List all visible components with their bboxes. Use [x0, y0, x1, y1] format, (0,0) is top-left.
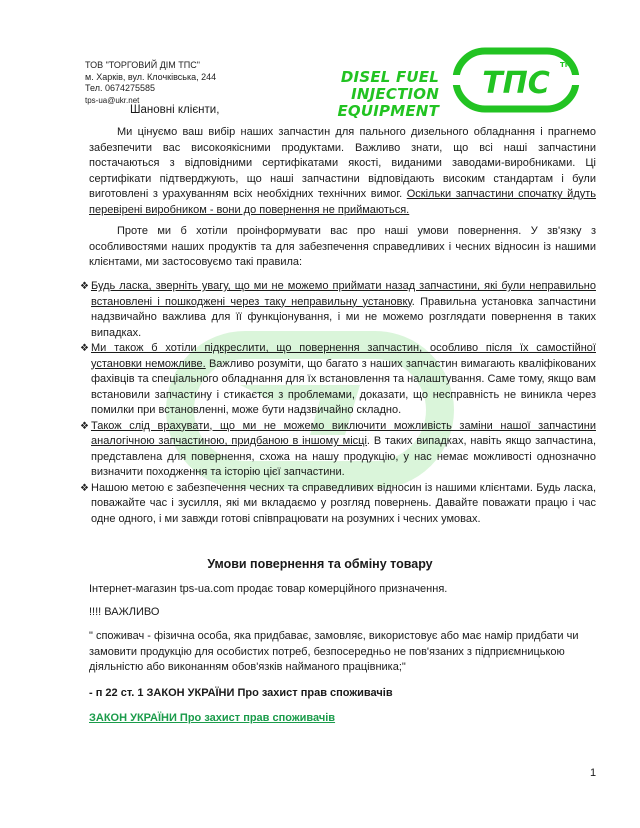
list-item: [80, 481, 596, 528]
paragraph-1: [89, 125, 596, 218]
important-note: !!!! ВАЖЛИВО: [89, 606, 160, 618]
section-title: Умови повернення та обміну товару: [207, 557, 433, 571]
store-line: Інтернет-магазин tps-ua.com продає товар комерційного призначення.: [89, 583, 448, 595]
diamond-bullet-icon: ❖: [80, 281, 89, 292]
law-link[interactable]: ЗАКОН УКРАЇНИ Про захист прав споживачів: [89, 712, 336, 724]
company-address: м. Харків, вул. Клочківська, 244: [85, 71, 217, 82]
greeting: Шановні клієнти,: [130, 104, 220, 116]
bullet-underlined: Також слід врахувати, що ми не можемо виключити можливість заміни нашої запчастини аналогічною запчастиною, придбаною в іншому місці: [91, 419, 596, 447]
bullet-text: . В таких випадках, навіть якщо запчастина, представлена для повернення, схожа на нашу продукцію, у нас немає можливості однозначно визначити походження та історію цієї запчастини.: [91, 435, 596, 478]
bullet-text: Нашою метою є забезпечення чесних та справедливих відносин із нашими клієнтами. Будь ласка, поважайте час і зусилля, які ми вкладаємо у розгляд повернень. Давайте поважати працю і час одне одного, і ми завжди готові співпрацювати на розумних і чесних умовах.: [91, 481, 596, 525]
logo-tm: TM: [560, 61, 572, 69]
company-email: tps-ua@ukr.net: [85, 95, 140, 105]
rules-list: [80, 279, 596, 527]
bullet-text: . Правильна установка запчастини надзвичайно важлива для її функціонування, і ми не можемо розглядати повернення в таких випадках.: [91, 295, 596, 339]
brand-line-2: INJECTION EQUIPMENT: [337, 85, 439, 120]
logo-text: ТПС: [482, 66, 550, 101]
list-item: [80, 279, 596, 341]
law-reference: - п 22 ст. 1 ЗАКОН УКРАЇНИ Про захист прав споживачів: [89, 687, 393, 699]
company-phone: Тел. 0674275585: [85, 83, 156, 93]
diamond-bullet-icon: ❖: [80, 482, 89, 494]
consumer-definition: " споживач - фізична особа, яка придбаває, замовляє, використовує або має намір придбати чи замовити продукцію для особистих потреб, безпосередньо не пов'язаних з підприємницькою діяльністю або виконанням обов'язків найманого працівника;": [89, 630, 579, 673]
brand-line-1: DISEL FUEL: [340, 68, 439, 86]
paragraph-1-underlined: Оскільки запчастини спочатку йдуть перевірені виробником - вони до повернення не приймаються.: [89, 188, 597, 216]
diamond-bullet-icon: ❖: [80, 343, 89, 354]
list-item: [80, 419, 596, 481]
brand-tagline: [245, 69, 439, 120]
diamond-bullet-icon: ❖: [80, 420, 89, 432]
bullet-underlined: Будь ласка, зверніть увагу, що ми не можемо приймати назад запчастини, які були неправильно встановлені і пошкоджені через таку неправильну установку: [91, 280, 596, 308]
paragraph-2: [89, 224, 596, 271]
bullet-text: Важливо розуміти, що багато з наших запчастин вимагають кваліфікованих фахівців та спеціального обладнання для їх встановлення та налаштування. Саме тому, якщо вам встановили запчастину і стикаєтся з проблемами, доказати, що несправність не виникла через помилки при встановленні, може бути надзвичайно складно.: [91, 357, 596, 416]
tps-logo-icon: [452, 45, 582, 115]
list-item: [80, 341, 596, 419]
paragraph-2-text: Проте ми б хотіли проінформувати вас про наші умови повернення. У зв'язку з особливостями наших продуктів та для забезпечення справедливих і чесних відносин із нашими клієнтами, ми застосовуємо такі правила:: [89, 225, 596, 268]
company-info: [85, 60, 216, 106]
bullet-underlined: Ми також б хотіли підкреслити, що повернення запчастин, особливо після їх самостійної установки неможливе.: [91, 342, 596, 370]
page-number: 1: [590, 767, 597, 779]
company-name: ТОВ "ТОРГОВИЙ ДІМ ТПС": [85, 60, 200, 70]
paragraph-1-text: Ми цінуємо ваш вибір наших запчастин для пального дизельного обладнання і прагнемо забезпечити вас високоякісними продуктами. Важливо знати, що всі наші запчастини постачаються з відповідними сертифікатами якості, виданими заводами-виробниками. Ці сертифікати підтверджують, що наші запчастини відповідають високим стандартам і були виготовлені з урахуванням всіх необхідних технічних вимог.: [89, 126, 596, 200]
